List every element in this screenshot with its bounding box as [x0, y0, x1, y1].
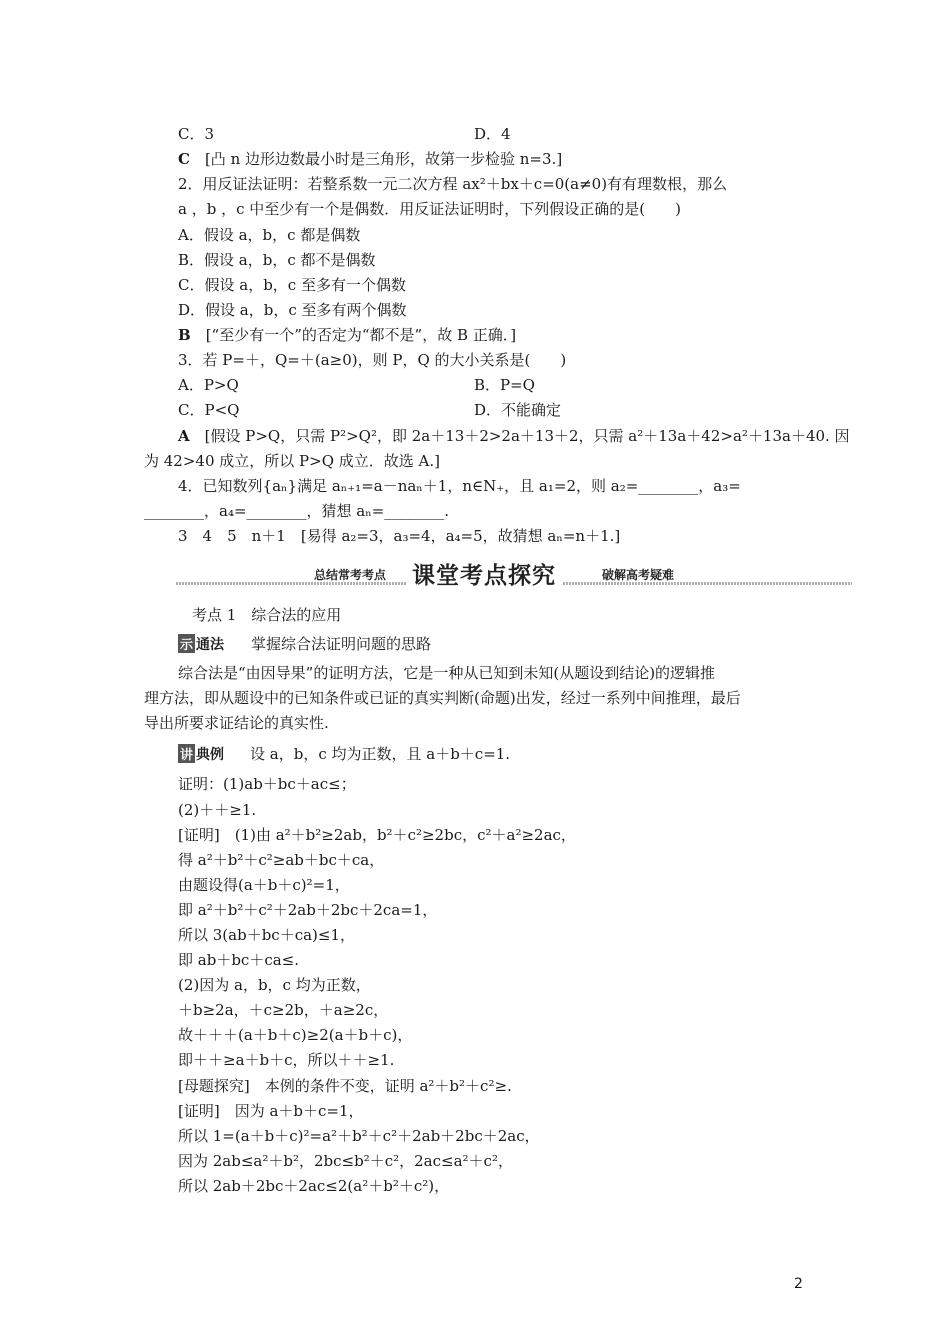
text-line: 因为 2ab≤a²＋b²，2bc≤b²＋c²，2ac≤a²＋c²， — [178, 1152, 513, 1170]
method-tag — [178, 634, 224, 654]
text-line: 理方法，即从题设中的已知条件或已证的真实判断(命题)出发，经过一系列中间推理，最后 — [144, 689, 741, 707]
text-line: A [假设 P>Q，只需 P²>Q²，即 2a＋13＋2>2a＋13＋2，只需 a²＋13a＋42>a²＋13a＋40. 因 — [178, 427, 850, 445]
text-line: 证明：(1)ab＋bc＋ac≤； — [178, 775, 356, 793]
text-line: (2)因为 a，b，c 均为正数， — [178, 976, 371, 994]
example-tag — [178, 744, 224, 764]
text-line: C [凸 n 边形边数最小时是三角形，故第一步检验 n=3.] — [178, 150, 563, 168]
text-line: [证明] 因为 a＋b＋c=1， — [178, 1102, 364, 1120]
answer-letter: A — [178, 427, 190, 445]
text-line: 导出所要求证结论的真实性. — [144, 714, 329, 732]
text-line: 所以 3(ab＋bc＋ca)≤1， — [178, 926, 356, 944]
text-line: 所以 1=(a＋b＋c)²=a²＋b²＋c²＋2ab＋2bc＋2ac， — [178, 1127, 540, 1145]
text-line: 考点 1 综合法的应用 — [192, 606, 342, 624]
method-tag-label: 通法 — [196, 637, 225, 653]
text-line: C．P<Q — [178, 401, 240, 419]
text-line: 即 ab＋bc＋ca≤. — [178, 951, 299, 969]
section-left-caption: 总结常考考点 — [314, 568, 387, 582]
text-line: 3．若 P=＋，Q=＋(a≥0)，则 P，Q 的大小关系是( ) — [178, 351, 567, 369]
text-line: 所以 2ab＋2bc＋2ac≤2(a²＋b²＋c²)， — [178, 1177, 450, 1195]
text-line: 2．用反证法证明：若整系数一元二次方程 ax²＋bx＋c=0(a≠0)有有理数根，那么 — [178, 175, 728, 193]
text-line: C．3 — [178, 125, 215, 143]
text-line: 故＋＋＋(a＋b＋c)≥2(a＋b＋c)， — [178, 1026, 413, 1044]
answer-letter: B — [178, 326, 191, 344]
text-line: B [“至少有一个”的否定为“都不是”，故 B 正确．] — [178, 326, 517, 344]
text-line: A．P>Q — [178, 376, 239, 394]
text-line: D．不能确定 — [474, 401, 562, 419]
text-line: 3 4 5 n＋1 [易得 a₂=3，a₃=4，a₄=5，故猜想 aₙ=n＋1.] — [178, 527, 621, 545]
text-line: B．P=Q — [474, 376, 535, 394]
text-line: 即 a²＋b²＋c²＋2ab＋2bc＋2ca=1， — [178, 901, 438, 919]
section-right-caption: 破解高考疑难 — [602, 568, 675, 582]
text-line: 即＋＋≥a＋b＋c，所以＋＋≥1. — [178, 1051, 395, 1069]
section-title: 课堂考点探究 — [406, 557, 562, 590]
text-line: 设 a，b，c 均为正数，且 a＋b＋c=1. — [250, 745, 511, 763]
answer-letter: C — [178, 150, 190, 168]
example-tag-box: 讲 — [178, 744, 195, 763]
text-line: D．假设 a，b，c 至多有两个偶数 — [178, 301, 407, 319]
text-line: ________，a₄=________，猜想 aₙ=________. — [144, 502, 450, 520]
text-line: 4．已知数列{aₙ}满足 aₙ₊₁=a－naₙ＋1，n∈N₊，且 a₁=2，则 a₂=________，a₃= — [178, 477, 741, 495]
text-line: ＋b≥2a，＋c≥2b，＋a≥2c， — [178, 1001, 389, 1019]
text-line: C．假设 a，b，c 至多有一个偶数 — [178, 276, 406, 294]
text-line: 为 42>40 成立，所以 P>Q 成立．故选 A.] — [144, 452, 440, 470]
method-tag-box: 示 — [178, 634, 195, 653]
text-line: 由题设得(a＋b＋c)²=1， — [178, 876, 350, 894]
text-line: a ，b ，c 中至少有一个是偶数．用反证法证明时，下列假设正确的是( ) — [178, 200, 681, 218]
section-header-band — [176, 563, 852, 589]
example-tag-label: 典例 — [196, 747, 225, 763]
text-line: 得 a²＋b²＋c²≥ab＋bc＋ca， — [178, 851, 385, 869]
page-number: 2 — [794, 1276, 803, 1292]
text-line: 掌握综合法证明问题的思路 — [251, 635, 432, 653]
text-line: [证明] (1)由 a²＋b²≥2ab，b²＋c²≥2bc，c²＋a²≥2ac， — [178, 826, 576, 844]
text-line: 综合法是“由因导果”的证明方法，它是一种从已知到未知(从题设到结论)的逻辑推 — [178, 664, 716, 682]
text-line: D．4 — [474, 125, 511, 143]
text-line: B．假设 a，b，c 都不是偶数 — [178, 251, 376, 269]
text-line: A．假设 a，b，c 都是偶数 — [178, 226, 361, 244]
text-line: [母题探究] 本例的条件不变，证明 a²＋b²＋c²≥. — [178, 1077, 512, 1095]
text-line: (2)＋＋≥1. — [178, 801, 257, 819]
